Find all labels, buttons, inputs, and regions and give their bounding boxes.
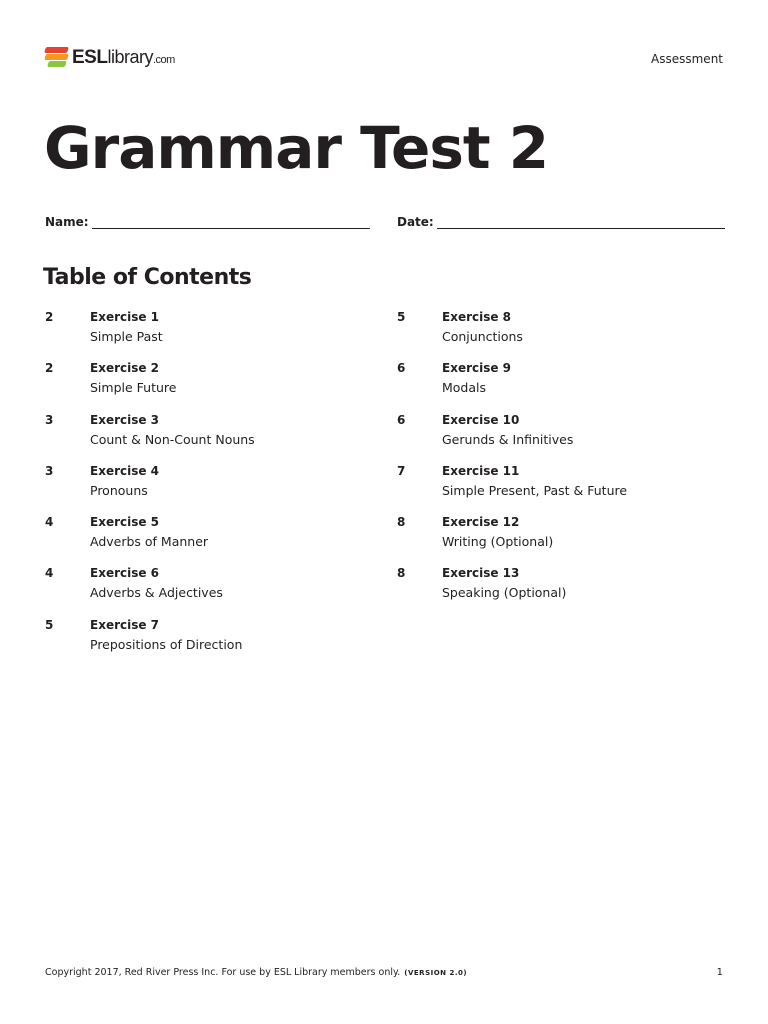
page-number: 1 bbox=[716, 967, 723, 978]
date-field[interactable] bbox=[397, 211, 725, 229]
name-line[interactable] bbox=[92, 215, 370, 229]
name-field[interactable] bbox=[45, 211, 370, 229]
toc-page-number: 5 bbox=[45, 617, 54, 632]
toc-page-number: 5 bbox=[397, 310, 406, 324]
toc-exercise: Exercise 10 bbox=[442, 412, 520, 427]
toc-topic: Modals bbox=[442, 380, 487, 396]
name-label: Name: bbox=[45, 215, 89, 229]
toc-exercise: Exercise 3 bbox=[90, 412, 160, 427]
toc-page-number: 8 bbox=[397, 515, 406, 530]
toc-exercise: Exercise 7 bbox=[90, 617, 160, 632]
copyright-text: Copyright 2017, Red River Press Inc. For use by ESL Library members only. bbox=[45, 967, 401, 978]
toc-topic: Pronouns bbox=[90, 482, 148, 498]
toc-topic: Simple Future bbox=[90, 380, 177, 396]
toc-topic: Count & Non-Count Nouns bbox=[90, 431, 255, 447]
book-stack-icon bbox=[45, 47, 68, 69]
toc-exercise: Exercise 6 bbox=[90, 566, 160, 581]
version-text: (VERSION 2.0) bbox=[404, 969, 468, 977]
toc-topic: Prepositions of Direction bbox=[90, 636, 243, 652]
footer-copyright bbox=[45, 967, 467, 978]
toc-page-number: 3 bbox=[45, 463, 54, 478]
toc-page-number: 6 bbox=[397, 361, 406, 376]
toc-heading: Table of Contents bbox=[43, 265, 252, 290]
toc-exercise: Exercise 4 bbox=[90, 463, 160, 478]
toc-exercise: Exercise 2 bbox=[90, 361, 160, 376]
toc-topic: Conjunctions bbox=[442, 329, 523, 344]
page-title: Grammar Test 2 bbox=[44, 114, 549, 182]
toc-page-number: 3 bbox=[45, 412, 54, 427]
date-label: Date: bbox=[397, 215, 434, 229]
toc-page-number: 8 bbox=[397, 566, 406, 581]
toc-topic: Adverbs & Adjectives bbox=[90, 585, 223, 601]
toc-exercise: Exercise 13 bbox=[442, 566, 520, 581]
toc-page-number: 4 bbox=[45, 515, 54, 530]
toc-exercise: Exercise 12 bbox=[442, 515, 520, 530]
toc-topic: Simple Past bbox=[90, 329, 163, 344]
date-line[interactable] bbox=[437, 215, 725, 229]
toc-exercise: Exercise 11 bbox=[442, 463, 520, 478]
logo-library-text: library bbox=[107, 47, 153, 67]
toc-topic: Writing (Optional) bbox=[442, 534, 554, 550]
toc-exercise: Exercise 5 bbox=[90, 515, 160, 530]
toc-topic: Speaking (Optional) bbox=[442, 585, 567, 601]
section-label: Assessment bbox=[651, 52, 723, 66]
logo-esl-text: ESL bbox=[72, 47, 108, 68]
toc-topic: Gerunds & Infinitives bbox=[442, 431, 574, 447]
toc-page-number: 4 bbox=[45, 566, 54, 581]
toc-exercise: Exercise 1 bbox=[90, 310, 160, 324]
esl-library-logo bbox=[45, 45, 175, 71]
toc-topic: Simple Present, Past & Future bbox=[442, 482, 628, 498]
toc-exercise: Exercise 8 bbox=[442, 310, 512, 324]
toc-page-number: 6 bbox=[397, 412, 406, 427]
logo-com-text: .com bbox=[152, 54, 175, 66]
toc-page-number: 2 bbox=[45, 361, 54, 376]
logo-wordmark bbox=[72, 47, 175, 69]
toc-page-number: 7 bbox=[397, 463, 406, 478]
toc-exercise: Exercise 9 bbox=[442, 361, 512, 376]
toc-page-number: 2 bbox=[45, 310, 54, 324]
toc-topic: Adverbs of Manner bbox=[90, 534, 209, 550]
